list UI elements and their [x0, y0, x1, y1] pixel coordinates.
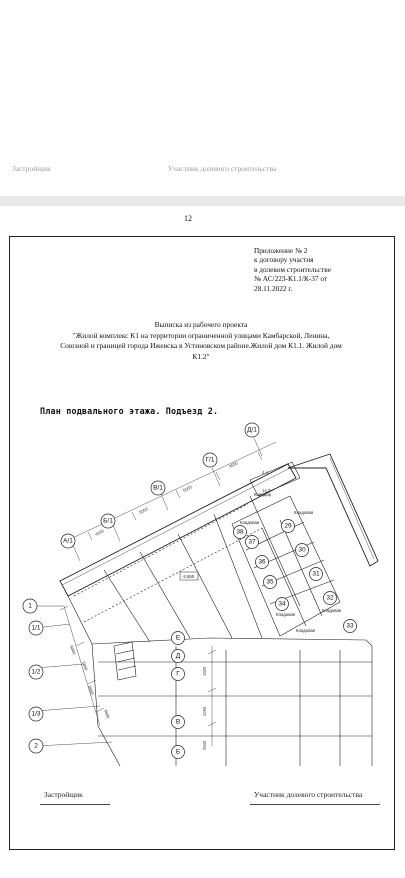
axis-label: 1/3	[31, 710, 41, 718]
axis-label: Г	[176, 670, 180, 678]
axis-label: В	[175, 718, 181, 726]
participant-signature-label: Участник долевого строительства	[168, 164, 277, 173]
title-line: Союзной и границей города Ижевска в Устиновском районе.Жилой дом К1.1. Жилой дом	[60, 341, 342, 351]
area-label: 4,4	[262, 470, 268, 475]
title-line: "Жилой комплекс К1 на территории ограниченной улицами Камбарской, Ленина,	[72, 330, 330, 340]
room-number: 30	[298, 546, 306, 554]
room-number: 29	[284, 522, 292, 530]
axis-label: Е	[175, 634, 181, 642]
page-separator	[0, 196, 405, 206]
dimension-text: 1550	[81, 660, 89, 672]
dimension-text: 2640	[202, 740, 207, 750]
storage-label: Кладовая	[296, 628, 316, 633]
axis-label: Г/1	[205, 456, 215, 464]
title-line: Выписка из рабочего проекта	[154, 320, 248, 329]
dimension-text: 6000	[69, 644, 77, 656]
axis-label: Б/1	[103, 517, 113, 525]
page-number: 12	[184, 214, 192, 223]
plan-title: План подвального этажа. Подъезд 2.	[40, 406, 219, 416]
area-label: 14,7	[262, 488, 271, 493]
axis-label: 1/2	[31, 668, 41, 676]
dimension-text: 4550	[228, 460, 239, 469]
room-number: 37	[248, 538, 256, 546]
dimension-text: 3550	[87, 684, 95, 696]
appendix-line: 28.11.2022 г.	[254, 283, 293, 293]
axis-label: 2	[34, 742, 38, 750]
participant-signature-label: Участник долевого строительства	[254, 790, 363, 799]
developer-signature-line	[40, 804, 110, 805]
dimension-text: 4260	[94, 528, 105, 537]
dimension-text: 5000	[182, 484, 193, 493]
axis-label: Д	[175, 652, 181, 660]
room-number: 34	[278, 600, 286, 608]
appendix-line: в долевом строительстве	[254, 264, 331, 274]
dimension-text: 1920	[202, 666, 207, 676]
corridor-label: Коридор	[254, 492, 271, 497]
axis-label: 1/1	[31, 624, 41, 632]
dimension-text: 4260	[202, 706, 207, 716]
room-number: 36	[258, 558, 266, 566]
developer-signature-label: Застройщик	[44, 790, 83, 799]
storage-label: Кладовая	[294, 510, 314, 515]
room-number: 33	[346, 622, 354, 630]
appendix-line: к договору участия	[254, 255, 314, 265]
previous-page	[0, 0, 405, 196]
axis-label: Д/1	[247, 426, 257, 434]
level-mark: -2,650	[182, 574, 195, 579]
participant-signature-line	[250, 804, 380, 805]
dimension-text: 5000	[138, 506, 149, 515]
room-number: 31	[312, 570, 320, 578]
axis-label: 1	[28, 602, 32, 610]
axis-label: А/1	[63, 537, 73, 545]
developer-signature-label: Застройщик	[12, 164, 51, 173]
storage-label: Кладовая	[276, 612, 296, 617]
storage-label: Кладовая	[240, 520, 260, 525]
room-number: 35	[266, 578, 274, 586]
floor-plan-drawing	[0, 206, 405, 766]
room-number: 38	[236, 528, 244, 536]
title-line: К1.2"	[192, 351, 210, 361]
storage-label: Кладовая	[322, 608, 342, 613]
axis-label: В/1	[153, 484, 163, 492]
room-number: 32	[326, 594, 334, 602]
dimension-text: 4550	[103, 708, 111, 720]
appendix-line: № АС/223-К1.1/К-37 от	[254, 274, 328, 284]
axis-label: Б	[175, 748, 181, 756]
appendix-line: Приложение № 2	[254, 246, 308, 255]
